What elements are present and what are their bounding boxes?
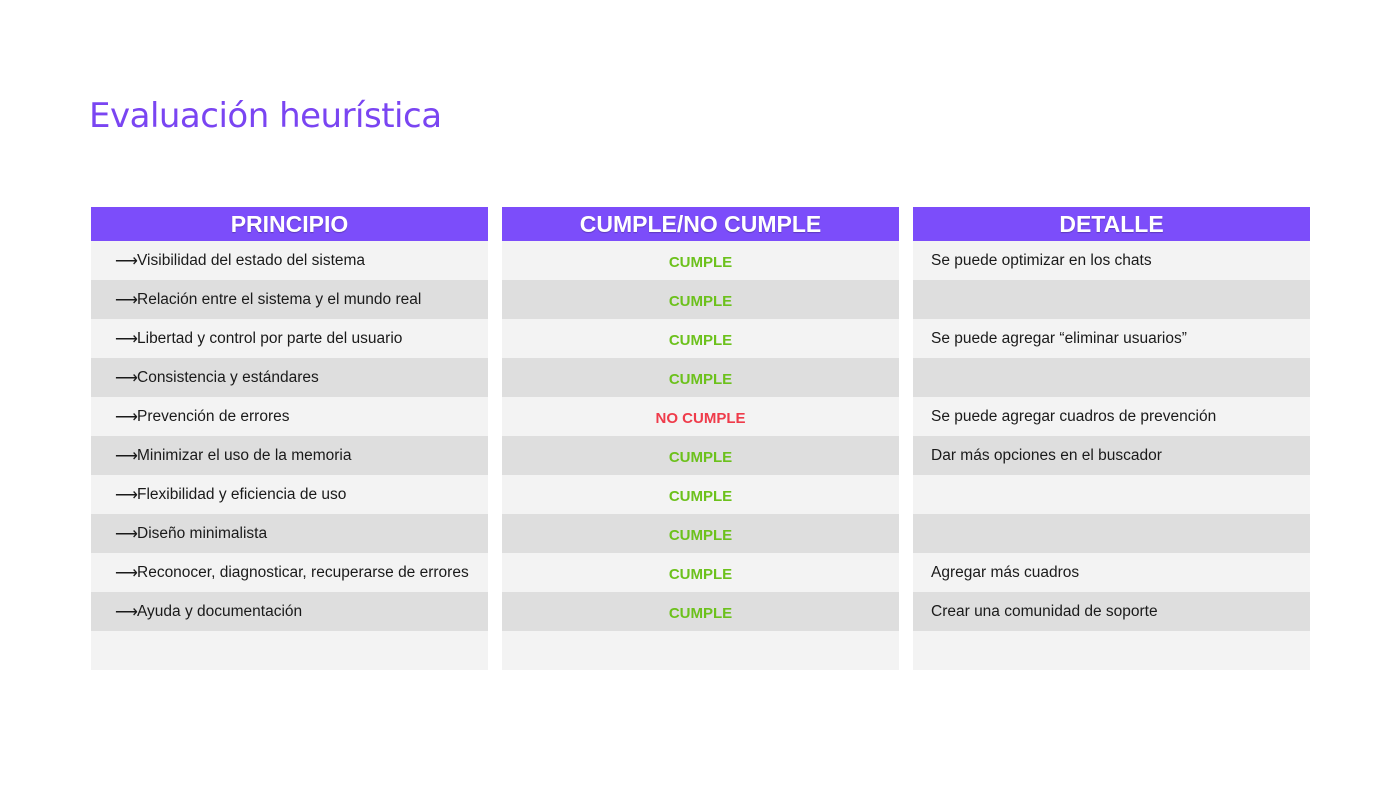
detalle-text: Crear una comunidad de soporte — [931, 602, 1158, 620]
principio-label: Ayuda y documentación — [137, 602, 303, 620]
arrow-right-icon: ⟶ — [115, 291, 138, 309]
table-row — [502, 280, 899, 319]
principio-label: Flexibilidad y eficiencia de uso — [137, 485, 347, 503]
cumple-header: CUMPLE/NO CUMPLE — [502, 207, 899, 241]
table-row — [913, 241, 1310, 280]
detalle-text: Dar más opciones en el buscador — [931, 446, 1162, 464]
arrow-right-icon: ⟶ — [115, 603, 138, 621]
table-row — [502, 436, 899, 475]
table-row — [913, 592, 1310, 631]
table-row — [913, 553, 1310, 592]
status-badge: CUMPLE — [668, 371, 733, 388]
arrow-right-icon: ⟶ — [115, 486, 138, 504]
table-row — [913, 358, 1310, 397]
table-row — [913, 397, 1310, 436]
arrow-right-icon: ⟶ — [115, 525, 138, 543]
arrow-right-icon: ⟶ — [115, 369, 138, 387]
status-badge: CUMPLE — [668, 293, 733, 310]
cumple-rows — [502, 241, 899, 670]
principio-label: Prevención de errores — [137, 407, 290, 425]
principio-label: Visibilidad del estado del sistema — [137, 251, 366, 269]
principio-rows — [91, 241, 488, 670]
principio-label: Reconocer, diagnosticar, recuperarse de errores — [137, 563, 469, 581]
table-row-empty — [502, 631, 899, 670]
table-row — [91, 241, 488, 280]
table-row — [502, 553, 899, 592]
principio-label: Diseño minimalista — [137, 524, 268, 542]
status-badge: CUMPLE — [668, 566, 733, 583]
status-badge: CUMPLE — [668, 449, 733, 466]
table-row — [91, 319, 488, 358]
status-badge: NO CUMPLE — [655, 410, 746, 427]
arrow-right-icon: ⟶ — [115, 564, 138, 582]
arrow-right-icon: ⟶ — [115, 447, 138, 465]
table-row — [91, 397, 488, 436]
table-row — [913, 436, 1310, 475]
table-row — [91, 514, 488, 553]
table-row-empty — [913, 631, 1310, 670]
table-row — [502, 358, 899, 397]
table-row — [502, 319, 899, 358]
cumple-column — [502, 207, 899, 670]
table-row — [913, 475, 1310, 514]
detalle-header: DETALLE — [913, 207, 1310, 241]
detalle-text: Se puede agregar “eliminar usuarios” — [931, 329, 1187, 347]
arrow-right-icon: ⟶ — [115, 252, 138, 270]
detalle-text: Se puede optimizar en los chats — [931, 251, 1152, 269]
arrow-right-icon: ⟶ — [115, 408, 138, 426]
table-row — [913, 319, 1310, 358]
principio-header: PRINCIPIO — [91, 207, 488, 241]
table-row — [91, 280, 488, 319]
table-row — [91, 553, 488, 592]
table-row — [502, 514, 899, 553]
status-badge: CUMPLE — [668, 332, 733, 349]
arrow-right-icon: ⟶ — [115, 330, 138, 348]
table-row — [913, 514, 1310, 553]
table-row — [91, 436, 488, 475]
detalle-text: Agregar más cuadros — [931, 563, 1080, 581]
status-badge: CUMPLE — [668, 527, 733, 544]
table-row — [91, 592, 488, 631]
detalle-text: Se puede agregar cuadros de prevención — [931, 407, 1217, 425]
principio-label: Relación entre el sistema y el mundo real — [137, 290, 422, 308]
table-row — [913, 280, 1310, 319]
principio-label: Libertad y control por parte del usuario — [137, 329, 403, 347]
principio-label: Consistencia y estándares — [137, 368, 319, 386]
table-row — [91, 358, 488, 397]
status-badge: CUMPLE — [668, 254, 733, 271]
table-row — [502, 241, 899, 280]
table-row — [502, 397, 899, 436]
table-row — [502, 592, 899, 631]
principio-column — [91, 207, 488, 670]
table-row-empty — [91, 631, 488, 670]
status-badge: CUMPLE — [668, 605, 733, 622]
detalle-rows — [913, 241, 1310, 670]
page-title: Evaluación heurística — [89, 96, 442, 136]
detalle-column — [913, 207, 1310, 670]
table-row — [502, 475, 899, 514]
status-badge: CUMPLE — [668, 488, 733, 505]
principio-label: Minimizar el uso de la memoria — [137, 446, 352, 464]
table-row — [91, 475, 488, 514]
